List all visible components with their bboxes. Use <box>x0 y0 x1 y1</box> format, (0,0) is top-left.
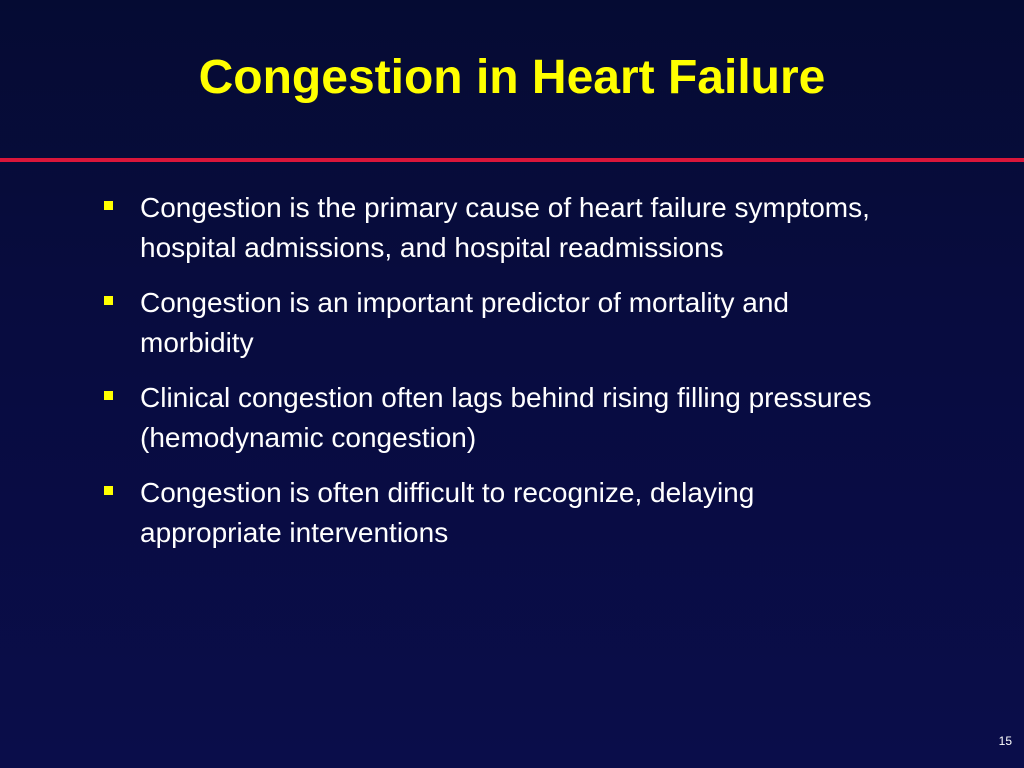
bullet-text: Congestion is the primary cause of heart failure symptoms, hospital admissions, and hospital readmissions <box>140 192 870 263</box>
bullet-item <box>100 283 900 363</box>
square-bullet-icon <box>104 486 113 495</box>
bullet-item <box>100 378 900 458</box>
square-bullet-icon <box>104 391 113 400</box>
bullet-item <box>100 188 900 268</box>
bullet-item <box>100 473 900 553</box>
bullet-text: Clinical congestion often lags behind rising filling pressures (hemodynamic congestion) <box>140 382 872 453</box>
bullet-text: Congestion is an important predictor of mortality and morbidity <box>140 287 789 358</box>
square-bullet-icon <box>104 296 113 305</box>
bullet-list <box>100 188 900 568</box>
square-bullet-icon <box>104 201 113 210</box>
bullet-text: Congestion is often difficult to recognize, delaying appropriate interventions <box>140 477 755 548</box>
slide-title: Congestion in Heart Failure <box>198 51 826 104</box>
title-divider <box>0 158 1024 162</box>
page-number: 15 <box>998 734 1012 748</box>
